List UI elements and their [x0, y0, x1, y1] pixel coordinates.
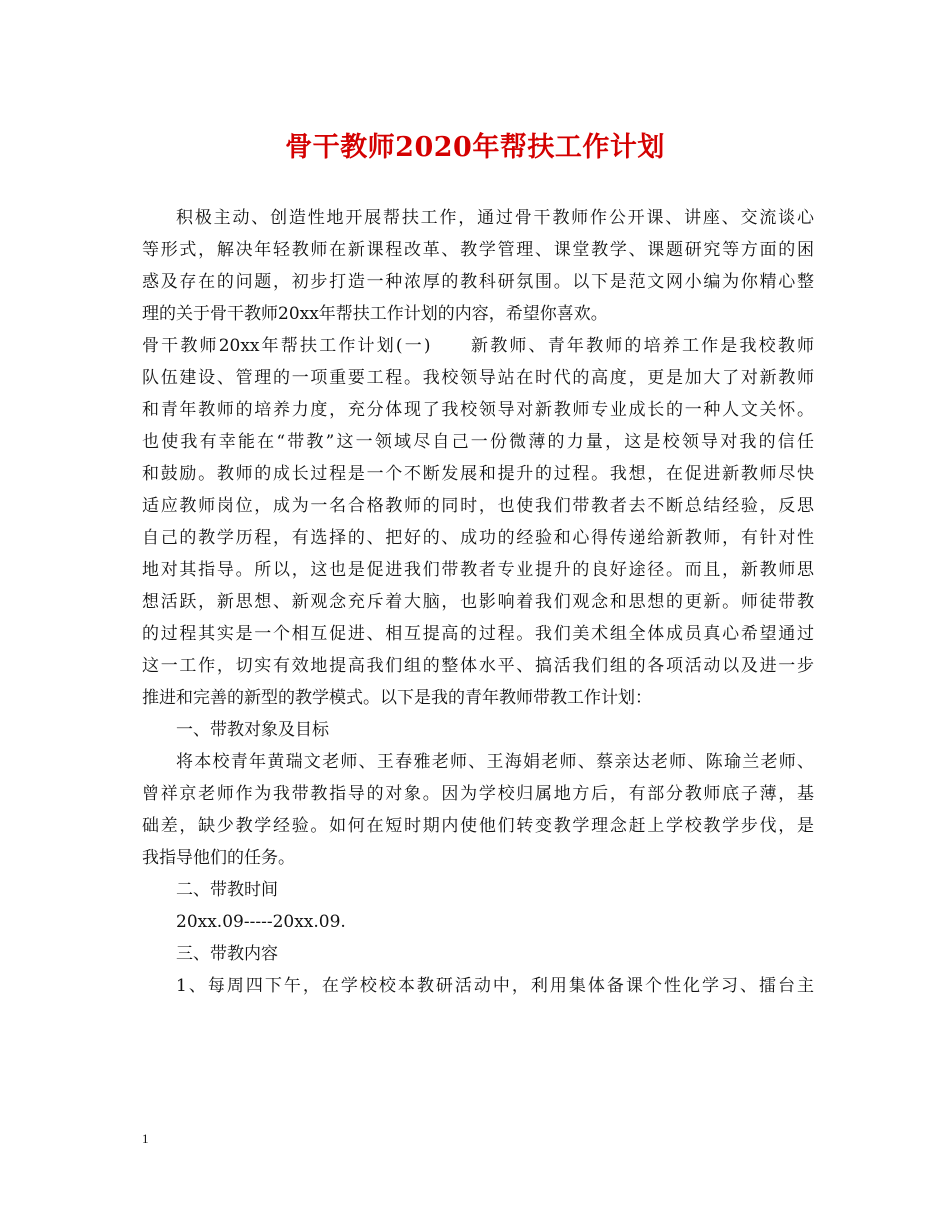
paragraph-line: 和青年教师的培养力度，充分体现了我校领导对新教师专业成长的一种人文关怀。 — [142, 400, 814, 420]
paragraph-line: 也使我有幸能在“带教”这一领域尽自己一份微薄的力量，这是校领导对我的信任 — [142, 432, 814, 452]
paragraph-line: 曾祥京老师作为我带教指导的对象。因为学校归属地方后，有部分教师底子薄，基 — [142, 784, 814, 804]
paragraph-line: 推进和完善的新型的教学模式。以下是我的青年教师带教工作计划： — [142, 688, 652, 708]
paragraph-line: 础差，缺少教学经验。如何在短时期内使他们转变教学理念赶上学校教学步伐，是 — [142, 816, 814, 836]
document-body — [142, 202, 814, 1002]
paragraph-line: 将本校青年黄瑞文老师、王春雅老师、王海娟老师、蔡亲达老师、陈瑜兰老师、 — [176, 752, 814, 772]
page-number: 1 — [142, 1131, 149, 1146]
paragraph-line: 惑及存在的问题，初步打造一种浓厚的教科研氛围。以下是范文网小编为你精心整 — [142, 272, 814, 292]
paragraph-line: 20xx.09-----20xx.09. — [176, 912, 346, 932]
paragraph-line: 我指导他们的任务。 — [142, 848, 295, 868]
paragraph-line: 地对其指导。所以，这也是促进我们带教者专业提升的良好途径。而且，新教师思 — [142, 560, 814, 580]
section-heading: 二、带教时间 — [176, 880, 278, 900]
paragraph-line: 积极主动、创造性地开展帮扶工作，通过骨干教师作公开课、讲座、交流谈心 — [176, 208, 814, 228]
paragraph-line: 理的关于骨干教师20xx年帮扶工作计划的内容，希望你喜欢。 — [142, 304, 608, 324]
paragraph-line: 骨干教师20xx年帮扶工作计划(一) 新教师、青年教师的培养工作是我校教师 — [142, 336, 814, 356]
paragraph-line: 的过程其实是一个相互促进、相互提高的过程。我们美术组全体成员真心希望通过 — [142, 624, 814, 644]
paragraph-line: 这一工作，切实有效地提高我们组的整体水平、搞活我们组的各项活动以及进一步 — [142, 656, 814, 676]
paragraph-line: 和鼓励。教师的成长过程是一个不断发展和提升的过程。我想，在促进新教师尽快 — [142, 464, 814, 484]
paragraph-line: 想活跃，新思想、新观念充斥着大脑，也影响着我们观念和思想的更新。师徒带教 — [142, 592, 814, 612]
paragraph-line: 自己的教学历程，有选择的、把好的、成功的经验和心得传递给新教师，有针对性 — [142, 528, 814, 548]
paragraph-line: 等形式，解决年轻教师在新课程改革、教学管理、课堂教学、课题研究等方面的困 — [142, 240, 814, 260]
section-heading: 三、带教内容 — [176, 944, 278, 964]
paragraph-line: 1、每周四下午，在学校校本教研活动中，利用集体备课个性化学习、擂台主 — [176, 976, 814, 996]
document-title: 骨干教师2020年帮扶工作计划 — [285, 132, 665, 163]
paragraph-line: 队伍建设、管理的一项重要工程。我校领导站在时代的高度，更是加大了对新教师 — [142, 368, 814, 388]
section-heading: 一、带教对象及目标 — [176, 720, 329, 740]
paragraph-line: 适应教师岗位，成为一名合格教师的同时，也使我们带教者去不断总结经验，反思 — [142, 496, 814, 516]
